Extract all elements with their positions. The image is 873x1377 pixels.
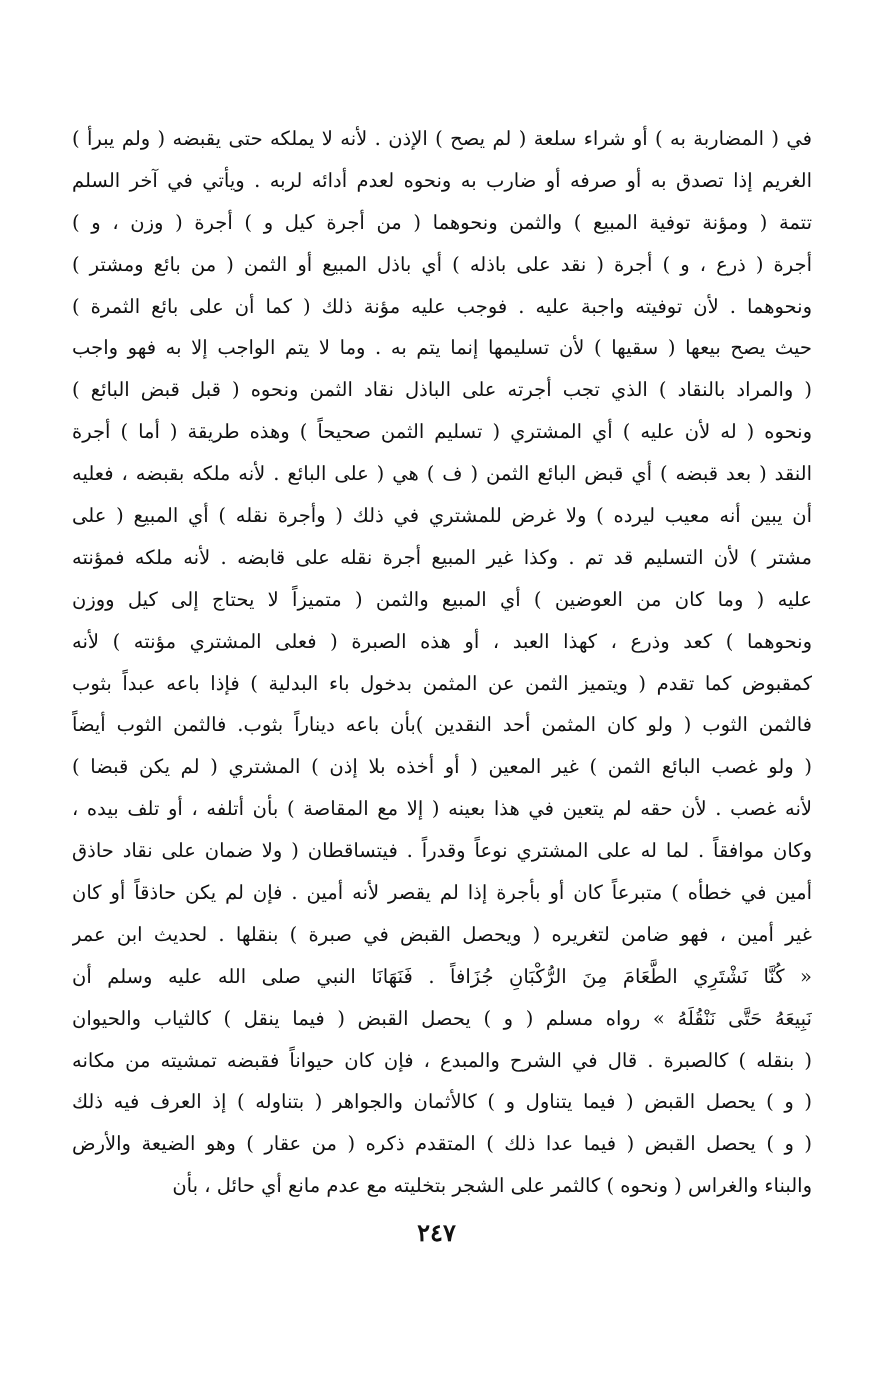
text-line: فالثمن الثوب ( ولو كان المثمن أحد النقدين )بأن باعه ديناراً بثوب. فالثمن الثوب أيضاً: [72, 713, 812, 737]
text-line: تتمة ( ومؤنة توفية المبيع ) والثمن ونحوهما ( من أجرة كيل و ) أجرة ( وزن ، و ): [72, 210, 812, 234]
hadith-quote-line: « كُنَّا نَشْتَرِي الطَّعَامَ مِنَ الرُّكْبَانِ جُزَافاً . فَنَهَانَا النبي صلى الله عليه وسلم أن: [72, 964, 812, 988]
text-line: في ( المضاربة به ) أو شراء سلعة ( لم يصح ) الإذن . لأنه لا يملكه حتى يقبضه ( ولم يبرأ ): [72, 127, 812, 150]
text-line: ( ولو غصب البائع الثمن ) غير المعين ( أو أخذه بلا إذن ) المشتري ( لم يكن قبضا ): [72, 755, 812, 779]
text-line: والبناء والغراس ( ونحوه ) كالثمر على الشجر بتخليته مع عدم مانع أي حائل ، بأن: [172, 1174, 812, 1198]
text-line: ( و ) يحصل القبض ( فيما عدا ذلك ) المتقدم ذكره ( من عقار ) وهو الضيعة والأرض: [72, 1132, 812, 1156]
body-text: [72, 118, 812, 1207]
text-line: عليه ( وما كان من العوضين ) أي المبيع والثمن ( متميزاً لا يحتاج إلى كيل ووزن: [72, 587, 812, 611]
text-line: غير أمين ، فهو ضامن لتغريره ( ويحصل القبض في صبرة ) بنقلها . لحديث ابن عمر: [72, 922, 812, 946]
text-line: كمقبوض كما تقدم ( ويتميز الثمن عن المثمن بدخول باء البدلية ) فإذا باعه عبداً بثوب: [72, 671, 812, 695]
text-line: ( و ) يحصل القبض ( فيما يتناول و ) كالأثمان والجواهر ( بتناوله ) إذ العرف فيه ذلك: [72, 1090, 812, 1114]
text-line: ونحوهما . لأن توفيته واجبة عليه . فوجب عليه مؤنة ذلك ( كما أن على بائع الثمرة ): [72, 294, 812, 318]
text-line: حيث يصح بيعها ( سقيها ) لأن تسليمها إنما يتم به . وما لا يتم الواجب إلا به فهو واجب: [72, 336, 812, 360]
hadith-quote-line: نَبِيعَهُ حَتَّى نَنْقُلَهُ » رواه مسلم ( و ) يحصل القبض ( فيما ينقل ) كالثياب والحيوان: [72, 1006, 812, 1030]
text-line: النقد ( بعد قبضه ) أي قبض البائع الثمن ( ف ) هي ( على البائع . لأنه ملكه بقبضه ، فعليه: [72, 462, 812, 486]
text-line: وكان موافقاً . لما له على المشتري نوعاً وقدراً . فيتساقطان ( ولا ضمان على نقاد حاذق: [72, 839, 812, 863]
text-line: ونحوهما ) كعد وذرع ، كهذا العبد ، أو هذه الصبرة ( فعلى المشتري مؤنته ) لأنه: [72, 629, 812, 653]
page-number: ٢٤٧: [417, 1218, 456, 1247]
text-line: مشتر ) لأن التسليم قد تم . وكذا غير المبيع أجرة نقله على قابضه . لأنه ملكه فمؤنته: [72, 545, 812, 569]
text-line: ( بنقله ) كالصبرة . قال في الشرح والمبدع ، فإن كان حيواناً فقبضه تمشيته من مكانه: [72, 1048, 812, 1072]
text-line: لأنه غصب . لأن حقه لم يتعين في هذا بعينه ( إلا مع المقاصة ) بأن أتلفه ، أو تلف بيده ،: [72, 797, 812, 821]
text-line: أن يبين أنه معيب ليرده ) ولا غرض للمشتري في ذلك ( وأجرة نقله ) أي المبيع ( على: [72, 504, 812, 528]
text-line: أجرة ( ذرع ، و ) أجرة ( نقد على باذله ) أي باذل المبيع أو الثمن ( من بائع ومشتر ): [72, 252, 812, 276]
text-line: أمين في خطأه ) متبرعاً كان أو بأجرة إذا لم يقصر لأنه أمين . فإن لم يكن حاذقاً أو كان: [72, 881, 812, 905]
text-line: ( والمراد بالنقاد ) الذي تجب أجرته على الباذل نقاد الثمن ونحوه ( قبل قبض البائع ): [72, 378, 812, 402]
text-line: الغريم إذا تصدق به أو صرفه أو ضارب به ونحوه لعدم أدائه لربه . ويأتي في آخر السلم: [72, 168, 812, 192]
text-line: ونحوه ( له لأن عليه ) أي المشتري ( تسليم الثمن صحيحاً ) وهذه طريقة ( أما ) أجرة: [72, 420, 812, 444]
